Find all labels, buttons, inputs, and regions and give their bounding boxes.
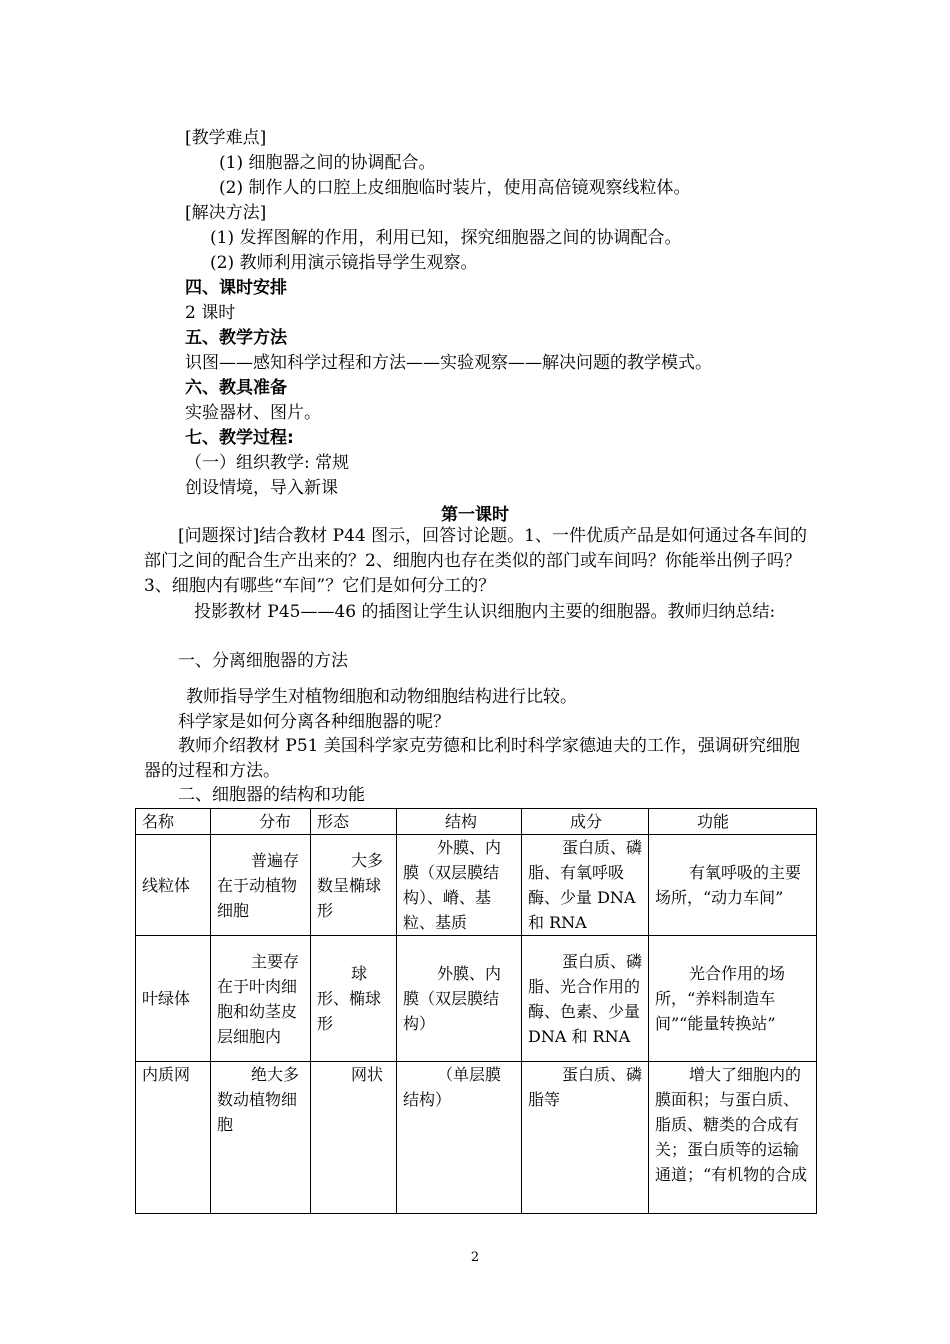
header-shape: 形态 <box>311 809 397 835</box>
cell-shape: 网状 <box>311 1062 397 1214</box>
question-paragraph: 科学家是如何分离各种细胞器的呢？ <box>178 712 450 732</box>
header-distribution: 分布 <box>211 809 311 835</box>
cell-shape: 大多数呈椭球形 <box>311 835 397 936</box>
difficulty-item-1: (1) 细胞器之间的协调配合。 <box>219 153 436 173</box>
compare-paragraph: 教师指导学生对植物细胞和动物细胞结构进行比较。 <box>186 687 577 707</box>
cell-structure: 外膜、内膜（双层膜结构） <box>397 936 522 1062</box>
section-4-heading: 四、课时安排 <box>185 278 287 298</box>
cell-name: 叶绿体 <box>136 936 211 1062</box>
section-5-text: 识图——感知科学过程和方法——实验观察——解决问题的教学模式。 <box>185 353 712 373</box>
section-7-item-1: （一）组织教学: 常规 <box>185 453 350 473</box>
cell-function: 增大了细胞内的膜面积；与蛋白质、脂质、糖类的合成有关；蛋白质等的运输通道；“有机物的合成 <box>649 1062 817 1214</box>
section-4-text: 2 课时 <box>185 303 236 323</box>
header-structure: 结构 <box>397 809 522 835</box>
section-7-heading: 七、教学过程: <box>185 428 294 448</box>
table-row <box>136 1062 817 1214</box>
cell-composition: 蛋白质、磷脂、有氧呼吸酶、少量 DNA 和 RNA <box>522 835 649 936</box>
solutions-heading: [解决方法] <box>185 203 267 223</box>
cell-distribution: 绝大多数动植物细胞 <box>211 1062 311 1214</box>
section-7-item-2: 创设情境，导入新课 <box>185 478 338 498</box>
table-row <box>136 936 817 1062</box>
cell-name: 线粒体 <box>136 835 211 936</box>
section-6-text: 实验器材、图片。 <box>185 403 321 423</box>
solution-item-2: (2) 教师利用演示镜指导学生观察。 <box>210 253 478 273</box>
cell-function: 有氧呼吸的主要场所，“动力车间” <box>649 835 817 936</box>
cell-composition: 蛋白质、磷脂等 <box>522 1062 649 1214</box>
difficulties-heading: [教学难点] <box>185 128 267 148</box>
subheading-separation: 一、分离细胞器的方法 <box>178 651 348 671</box>
organelle-table <box>135 808 817 1214</box>
question-discussion-paragraph: [问题探讨]结合教材 P44 图示，回答讨论题。1、一件优质产品是如何通过各车间的部门之间的配合生产出来的？2、细胞内也存在类似的部门或车间吗？你能举出例子吗？3、细胞内有哪些“车间”？它们是如何分工的？ <box>144 526 807 596</box>
scientist-paragraph: 教师介绍教材 P51 美国科学家克劳德和比利时科学家德迪夫的工作，强调研究细胞器的过程和方法。 <box>144 736 800 781</box>
header-name: 名称 <box>136 809 211 835</box>
solution-item-1: (1) 发挥图解的作用，利用已知，探究细胞器之间的协调配合。 <box>210 228 682 248</box>
cell-name: 内质网 <box>136 1062 211 1214</box>
cell-function: 光合作用的场所，“养料制造车间”“能量转换站” <box>649 936 817 1062</box>
lesson-title: 第一课时 <box>441 505 509 525</box>
section-6-heading: 六、教具准备 <box>185 378 287 398</box>
header-composition: 成分 <box>522 809 649 835</box>
subheading-structure-function: 二、细胞器的结构和功能 <box>178 785 365 805</box>
cell-structure: （单层膜结构） <box>397 1062 522 1214</box>
section-5-heading: 五、教学方法 <box>185 328 287 348</box>
table-header-row <box>136 809 817 835</box>
table-row <box>136 835 817 936</box>
cell-structure: 外膜、内膜（双层膜结构）、嵴、基粒、基质 <box>397 835 522 936</box>
page-number: 2 <box>470 1250 480 1265</box>
projection-paragraph: 投影教材 P45——46 的插图让学生认识细胞内主要的细胞器。教师归纳总结: <box>194 602 776 622</box>
header-function: 功能 <box>649 809 817 835</box>
cell-shape: 球形、椭球形 <box>311 936 397 1062</box>
cell-distribution: 普遍存在于动植物细胞 <box>211 835 311 936</box>
cell-distribution: 主要存在于叶肉细胞和幼茎皮层细胞内 <box>211 936 311 1062</box>
difficulty-item-2: (2) 制作人的口腔上皮细胞临时装片，使用高倍镜观察线粒体。 <box>219 178 691 198</box>
cell-composition: 蛋白质、磷脂、光合作用的酶、色素、少量 DNA 和 RNA <box>522 936 649 1062</box>
